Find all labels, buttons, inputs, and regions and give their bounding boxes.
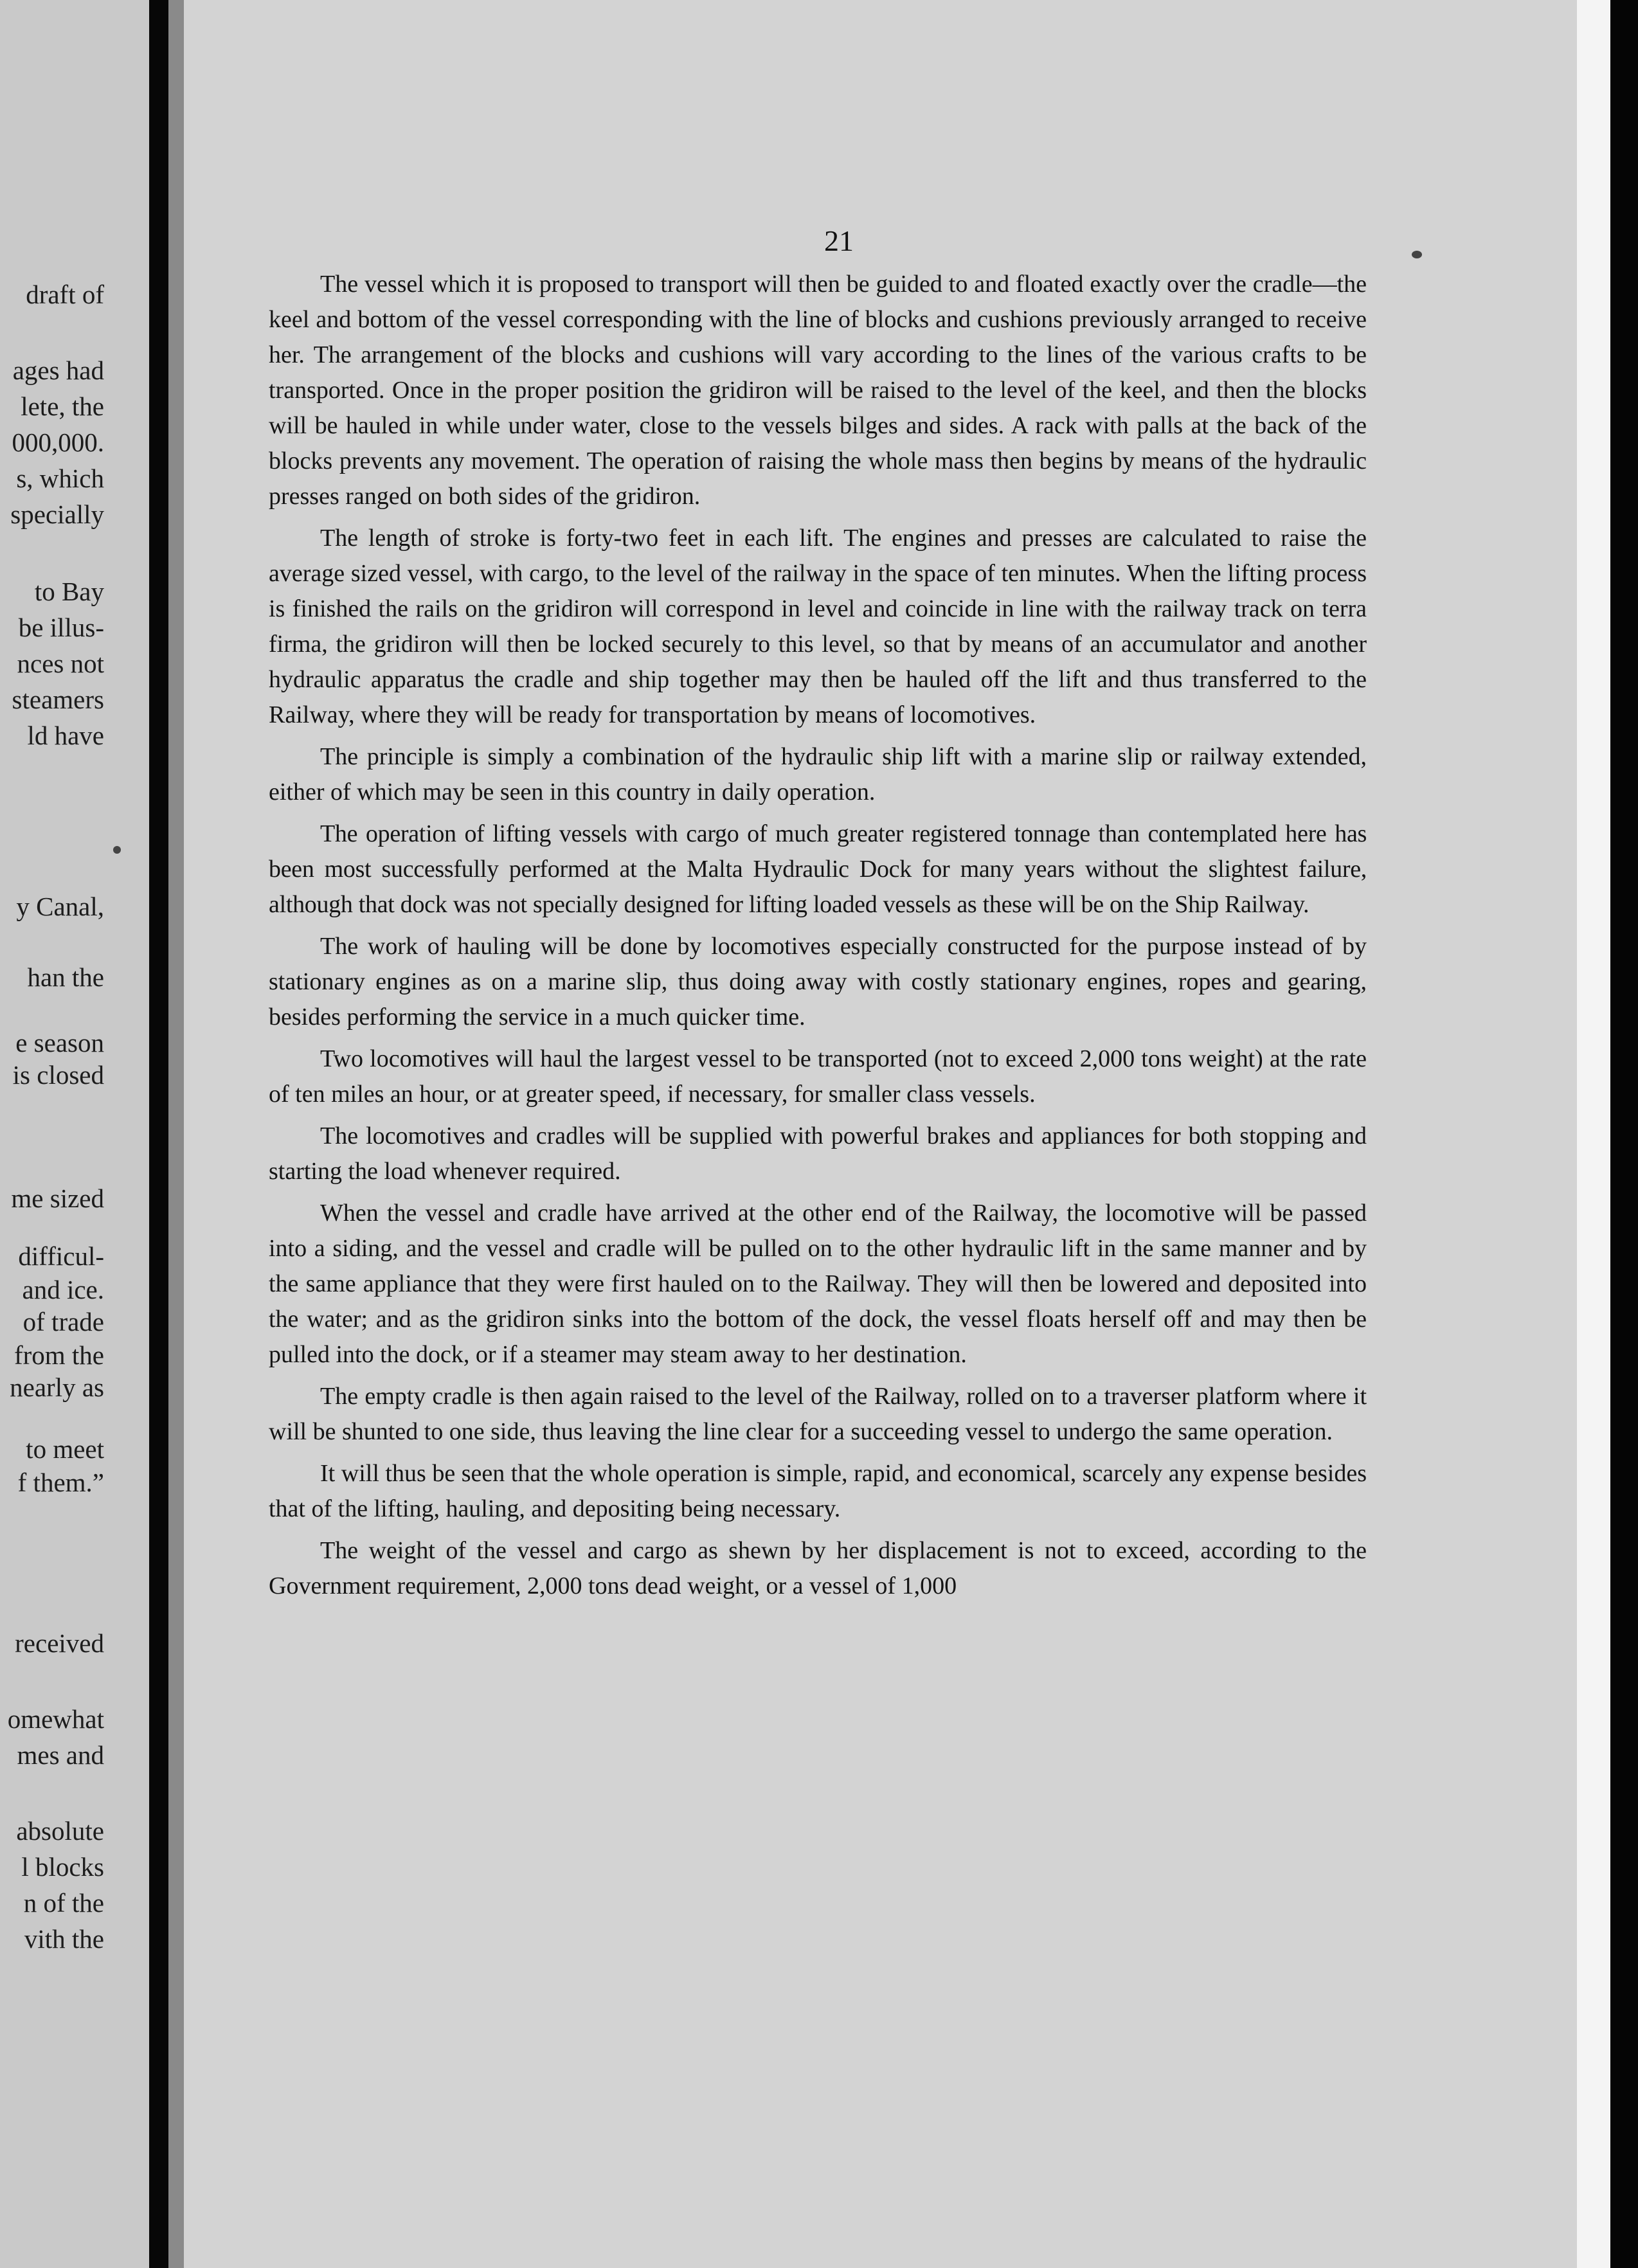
paragraph: The locomotives and cradles will be supplied with powerful brakes and appliances for both stopping and starting the load whenever required. <box>269 1122 1367 1185</box>
left-fragment: l blocks <box>21 1852 104 1882</box>
paragraph: The empty cradle is then again raised to the level of the Railway, rolled on to a traverser platform where it will be shunted to one side, thus leaving the line clear for a succeeding vessel to undergo the same operation. <box>269 1383 1367 1445</box>
left-fragment: of trade <box>22 1307 104 1336</box>
binding-gutter <box>149 0 168 2268</box>
page-number: 21 <box>824 224 854 257</box>
binding-shadow <box>168 0 184 2268</box>
left-fragment: and ice. <box>22 1275 104 1304</box>
left-fragment: han the <box>27 962 104 992</box>
left-fragment: absolute <box>16 1816 104 1846</box>
left-fragment: n of the <box>23 1888 104 1918</box>
left-fragment: mes and <box>17 1740 104 1770</box>
left-fragment: specially <box>10 500 104 529</box>
left-fragment: draft of <box>26 280 104 309</box>
paragraph: The length of stroke is forty-two feet in each lift. The engines and presses are calculated to raise the average sized vessel, with cargo, to the level of the railway in the space of ten minutes. When the lifting process is finished the rails on the gridiron will correspond in level and coincide in line with the railway track on terra firma, the gridiron will then be locked securely to this level, so that by means of an accumulator and another hydraulic apparatus the cradle and ship together may then be hauled off the lift and thus transferred to the Railway, where they will be ready for transportation by means of locomotives. <box>269 525 1367 728</box>
paragraph: When the vessel and cradle have arrived at the other end of the Railway, the locomotive will be passed into a siding, and the vessel and cradle will be pulled on to the other hydraulic lift in the same manner and by the same appliance that they were first hauled on to the Railway. They will then be lowered and deposited into the water; and as the gridiron sinks into the bottom of the dock, the vessel floats herself off and may then be pulled into the dock, or if a steamer may steam away to her destination. <box>269 1200 1367 1368</box>
left-fragment: ld have <box>27 721 104 750</box>
left-fragment: received <box>15 1628 104 1658</box>
left-fragment: vith the <box>24 1924 104 1954</box>
ink-spot <box>113 846 121 854</box>
left-fragment: steamers <box>12 685 104 714</box>
paragraph: The vessel which it is proposed to transport will then be guided to and floated exactly over the cradle—the keel and bottom of the vessel corresponding with the line of blocks and cushions previously arranged to receive her. The arrangement of the blocks and cushions will vary according to the lines of the various crafts to be transported. Once in the proper position the gridiron will be raised to the level of the keel, and then the blocks will be hauled in while under water, close to the vessels bilges and sides. A rack with palls at the back of the blocks prevents any movement. The operation of raising the whole mass then begins by means of the hydraulic presses ranged on both sides of the gridiron. <box>269 271 1367 510</box>
left-fragment: omewhat <box>7 1704 104 1734</box>
left-fragment: e season <box>15 1028 104 1058</box>
paragraph: The operation of lifting vessels with cargo of much greater registered tonnage than contemplated here has been most successfully performed at the Malta Hydraulic Dock for many years without the slightest failure, although that dock was not specially designed for lifting loaded vessels as these will be on the Ship Railway. <box>269 820 1367 918</box>
left-fragment: ages had <box>12 356 104 385</box>
left-fragment: from the <box>14 1340 104 1370</box>
left-fragment: to Bay <box>34 577 104 606</box>
paragraph: It will thus be seen that the whole operation is simple, rapid, and economical, scarcely any expense besides that of the lifting, hauling, and depositing being necessary. <box>269 1460 1367 1522</box>
page-body <box>269 267 1367 1610</box>
left-fragment: nearly as <box>10 1372 104 1402</box>
left-fragment: is closed <box>12 1060 104 1090</box>
adjacent-page-fragment <box>0 0 149 2268</box>
left-fragment: f them.” <box>17 1468 104 1497</box>
left-fragment: difficul- <box>18 1241 104 1271</box>
left-fragment: lete, the <box>21 392 104 421</box>
left-fragment: me sized <box>11 1184 104 1213</box>
left-fragment: y Canal, <box>16 892 104 921</box>
left-fragment: to meet <box>26 1434 104 1464</box>
left-fragment: be illus- <box>18 613 104 642</box>
left-fragment: s, which <box>16 464 104 493</box>
left-fragment: nces not <box>17 649 104 678</box>
paragraph: The work of hauling will be done by locomotives especially constructed for the purpose instead of by stationary engines as on a marine slip, thus doing away with costly stationary engines, ropes and gearing, besides performing the service in a much quicker time. <box>269 933 1367 1030</box>
paragraph: The principle is simply a combination of the hydraulic ship lift with a marine slip or railway extended, either of which may be seen in this country in daily operation. <box>269 743 1367 806</box>
ink-spot <box>1412 251 1422 258</box>
paragraph: Two locomotives will haul the largest vessel to be transported (not to exceed 2,000 tons weight) at the rate of ten miles an hour, or at greater speed, if necessary, for smaller class vessels. <box>269 1045 1367 1108</box>
paragraph: The weight of the vessel and cargo as shewn by her displacement is not to exceed, according to the Government requirement, 2,000 tons dead weight, or a vessel of 1,000 <box>269 1537 1367 1599</box>
scan-border <box>1610 0 1638 2268</box>
page-edge <box>1577 0 1610 2268</box>
left-fragment: 000,000. <box>12 428 104 457</box>
